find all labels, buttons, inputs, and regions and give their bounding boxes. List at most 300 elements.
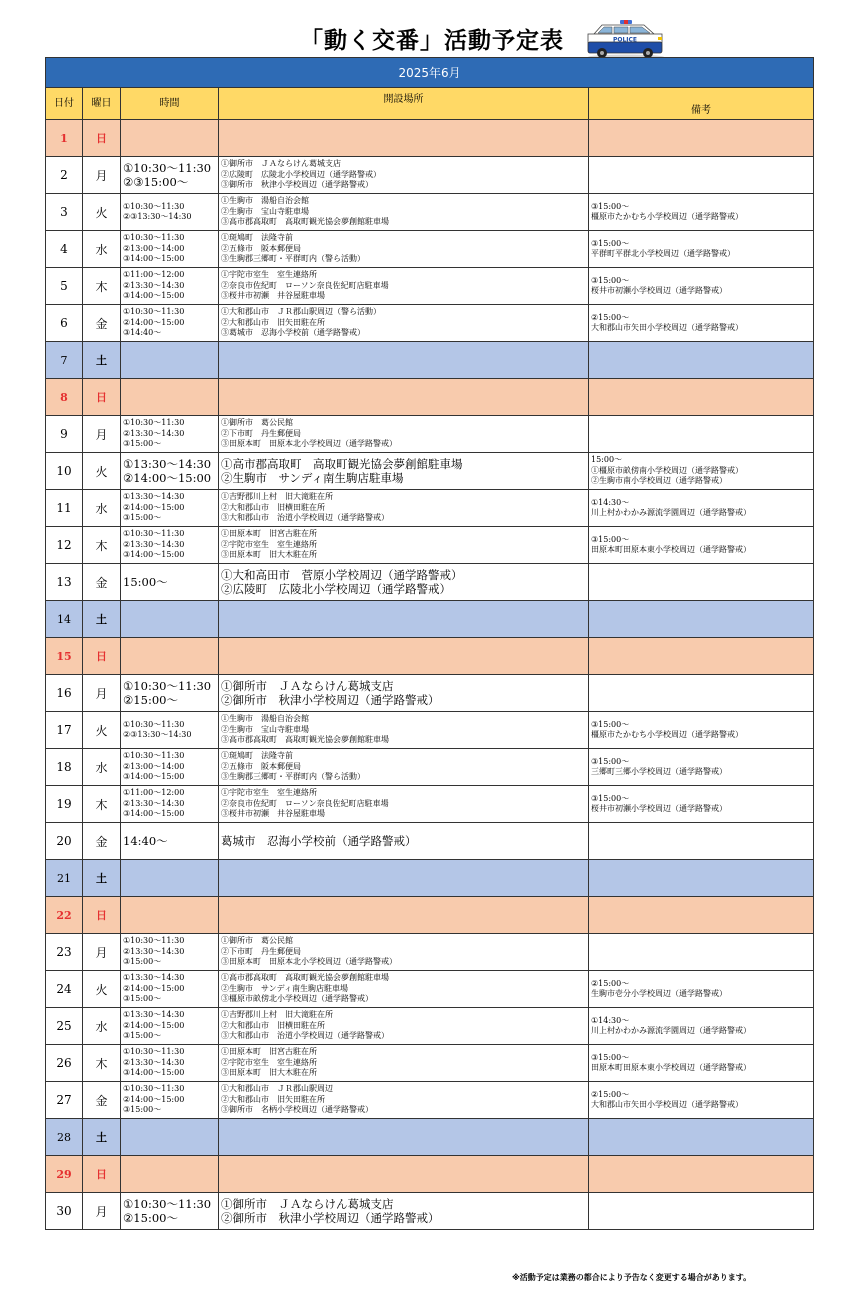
place-cell — [219, 194, 589, 231]
note-cell — [589, 527, 814, 564]
place-line: ①宇陀市室生 室生連絡所 — [221, 270, 317, 280]
time-cell — [121, 490, 219, 527]
time-cell — [121, 1082, 219, 1119]
weekday-cell: 金 — [83, 1082, 121, 1119]
place-line: ②生駒市 宝山寺駐車場 — [221, 724, 309, 734]
place-line: ①御所市 ＪＡならけん葛城支店 — [221, 679, 394, 693]
schedule-row — [46, 934, 814, 971]
time-line: ①10:30～11:30 — [123, 751, 185, 761]
place-line: ②下市町 丹生郵便局 — [221, 946, 301, 956]
note-cell — [589, 675, 814, 712]
place-line: ③大和郡山市 治道小学校周辺（通学路警戒） — [221, 1031, 389, 1041]
place-line: ①高市郡高取町 高取町観光協会夢創館駐車場 — [221, 457, 463, 471]
place-cell — [219, 1119, 589, 1156]
place-cell — [219, 934, 589, 971]
place-line: ②大和郡山市 旧矢田駐在所 — [221, 1094, 325, 1104]
weekday-cell: 日 — [83, 1156, 121, 1193]
place-cell — [219, 786, 589, 823]
weekday-cell: 土 — [83, 1119, 121, 1156]
place-line: ②大和郡山市 旧横田駐在所 — [221, 1020, 325, 1030]
time-line: ③15:00～ — [123, 513, 162, 523]
note-line: 田原本町田原本東小学校周辺（通学路警戒） — [591, 1063, 751, 1072]
day-cell: 18 — [46, 749, 83, 786]
place-cell — [219, 860, 589, 897]
day-cell: 11 — [46, 490, 83, 527]
time-cell — [121, 823, 219, 860]
place-line: ①御所市 ＪＡならけん葛城支店 — [221, 1197, 394, 1211]
note-cell — [589, 231, 814, 268]
place-line: ①宇陀市室生 室生連絡所 — [221, 788, 317, 798]
note-line: ③15:00～ — [591, 238, 630, 248]
note-cell — [589, 416, 814, 453]
time-cell — [121, 120, 219, 157]
note-line: ②15:00～ — [591, 1089, 630, 1099]
note-cell — [589, 157, 814, 194]
weekday-cell: 月 — [83, 934, 121, 971]
note-cell — [589, 1193, 814, 1230]
note-line: ②生駒市南小学校周辺（通学路警戒） — [591, 476, 727, 486]
weekday-cell: 火 — [83, 971, 121, 1008]
time-line: ②13:30～14:30 — [123, 280, 185, 290]
weekday-cell: 日 — [83, 638, 121, 675]
place-line: ①吉野郡川上村 旧大滝駐在所 — [221, 1010, 333, 1020]
time-line: ②15:00～ — [123, 1211, 178, 1225]
day-cell: 20 — [46, 823, 83, 860]
weekday-cell: 水 — [83, 231, 121, 268]
place-line: ③田原本町 田原本北小学校周辺（通学路警戒） — [221, 957, 397, 967]
place-line: ①御所市 ＪＡならけん葛城支店 — [221, 159, 341, 169]
place-line: ②御所市 秋津小学校周辺（通学路警戒） — [221, 693, 440, 707]
schedule-row — [46, 601, 814, 638]
time-cell — [121, 897, 219, 934]
schedule-table — [45, 57, 814, 1230]
time-line: ①10:30～11:30 — [123, 307, 185, 317]
time-line: ①10:30～11:30 — [123, 233, 185, 243]
weekday-cell: 金 — [83, 823, 121, 860]
time-line: ②13:30～14:30 — [123, 428, 185, 438]
time-cell — [121, 934, 219, 971]
place-cell — [219, 527, 589, 564]
place-line: ②奈良市佐紀町 ローソン奈良佐紀町店駐車場 — [221, 280, 389, 290]
note-line: 大和郡山市矢田小学校周辺（通学路警戒） — [591, 1100, 743, 1109]
time-line: ①13:30～14:30 — [123, 492, 185, 502]
header-place: 開設場所 — [219, 88, 589, 120]
weekday-cell: 日 — [83, 120, 121, 157]
day-cell: 5 — [46, 268, 83, 305]
place-line: 葛城市 忍海小学校前（通学路警戒） — [221, 834, 417, 848]
day-cell: 13 — [46, 564, 83, 601]
time-cell — [121, 638, 219, 675]
weekday-cell: 火 — [83, 453, 121, 490]
schedule-row — [46, 860, 814, 897]
schedule-row — [46, 268, 814, 305]
schedule-row — [46, 416, 814, 453]
note-cell — [589, 490, 814, 527]
time-cell — [121, 564, 219, 601]
time-line: ③15:00～ — [123, 1105, 162, 1115]
place-line: ③田原本町 旧大木駐在所 — [221, 1068, 317, 1078]
time-cell — [121, 416, 219, 453]
time-line: ③14:00～15:00 — [123, 809, 185, 819]
note-cell — [589, 897, 814, 934]
time-line: ①13:30～14:30 — [123, 457, 212, 471]
time-line: ②14:00～15:00 — [123, 317, 185, 327]
time-line: ②15:00～ — [123, 693, 178, 707]
place-line: ①大和郡山市 ＪＲ郡山駅周辺 — [221, 1084, 333, 1094]
place-cell — [219, 897, 589, 934]
weekday-cell: 月 — [83, 157, 121, 194]
time-line: ①10:30～11:30 — [123, 1047, 185, 1057]
schedule-row — [46, 1193, 814, 1230]
note-cell — [589, 1156, 814, 1193]
schedule-row — [46, 1082, 814, 1119]
note-line: 15:00～ — [591, 455, 623, 465]
time-line: ②14:00～15:00 — [123, 1020, 185, 1030]
month-row — [46, 58, 814, 88]
place-line: ①田原本町 旧宮古駐在所 — [221, 1047, 317, 1057]
note-cell — [589, 342, 814, 379]
note-line: 田原本町田原本東小学校周辺（通学路警戒） — [591, 545, 751, 554]
day-cell: 21 — [46, 860, 83, 897]
place-cell — [219, 638, 589, 675]
time-line: ②13:30～14:30 — [123, 539, 185, 549]
weekday-cell: 月 — [83, 416, 121, 453]
day-cell: 30 — [46, 1193, 83, 1230]
place-line: ①御所市 葛公民館 — [221, 936, 293, 946]
time-cell — [121, 860, 219, 897]
place-line: ②大和郡山市 旧矢田駐在所 — [221, 317, 325, 327]
place-cell — [219, 268, 589, 305]
place-line: ①大和高田市 菅原小学校周辺（通学路警戒） — [221, 568, 463, 582]
time-cell — [121, 786, 219, 823]
time-cell — [121, 231, 219, 268]
schedule-row — [46, 675, 814, 712]
time-line: ②13:30～14:30 — [123, 798, 185, 808]
place-line: ①吉野郡川上村 旧大滝駐在所 — [221, 492, 333, 502]
day-cell: 7 — [46, 342, 83, 379]
note-cell — [589, 1045, 814, 1082]
time-line: ③15:00～ — [123, 1031, 162, 1041]
place-line: ③大和郡山市 治道小学校周辺（通学路警戒） — [221, 513, 389, 523]
time-line: ③14:00～15:00 — [123, 772, 185, 782]
schedule-row — [46, 971, 814, 1008]
time-line: ①13:30～14:30 — [123, 973, 185, 983]
header-day: 日付 — [46, 88, 83, 120]
day-cell: 19 — [46, 786, 83, 823]
place-line: ②生駒市 サンディ南生駒店駐車場 — [221, 471, 404, 485]
month-label: 2025年6月 — [46, 58, 814, 88]
schedule-row — [46, 1119, 814, 1156]
place-cell — [219, 453, 589, 490]
place-line: ②生駒市 サンディ南生駒店駐車場 — [221, 983, 348, 993]
day-cell: 15 — [46, 638, 83, 675]
note-cell — [589, 194, 814, 231]
schedule-row — [46, 194, 814, 231]
place-cell — [219, 675, 589, 712]
note-line: 三郷町三郷小学校周辺（通学路警戒） — [591, 767, 727, 776]
day-cell: 4 — [46, 231, 83, 268]
schedule-row — [46, 342, 814, 379]
header-row — [46, 88, 814, 120]
place-line: ②五條市 阪本郵便局 — [221, 243, 301, 253]
time-line: ②13:00～14:00 — [123, 243, 185, 253]
place-line: ③橿原市畝傍北小学校周辺（通学路警戒） — [221, 994, 373, 1004]
weekday-cell: 土 — [83, 342, 121, 379]
time-cell — [121, 601, 219, 638]
place-cell — [219, 1193, 589, 1230]
time-cell — [121, 157, 219, 194]
weekday-cell: 火 — [83, 194, 121, 231]
weekday-cell: 月 — [83, 1193, 121, 1230]
place-line: ①斑鳩町 法隆寺前 — [221, 751, 293, 761]
time-line: 14:40～ — [123, 834, 168, 848]
place-line: ③葛城市 忍海小学校前（通学路警戒） — [221, 328, 365, 338]
weekday-cell: 木 — [83, 1045, 121, 1082]
place-cell — [219, 157, 589, 194]
day-cell: 1 — [46, 120, 83, 157]
day-cell: 12 — [46, 527, 83, 564]
weekday-cell: 水 — [83, 490, 121, 527]
place-line: ②大和郡山市 旧横田駐在所 — [221, 502, 325, 512]
page-title: 「動く交番」活動予定表 — [300, 28, 564, 54]
place-line: ③御所市 名柄小学校周辺（通学路警戒） — [221, 1105, 373, 1115]
weekday-cell: 金 — [83, 305, 121, 342]
place-line: ②下市町 丹生郵便局 — [221, 428, 301, 438]
note-line: ③15:00～ — [591, 534, 630, 544]
schedule-row — [46, 786, 814, 823]
time-line: ③14:40～ — [123, 328, 162, 338]
place-cell — [219, 749, 589, 786]
police-car-label: POLICE — [612, 36, 638, 44]
day-cell: 14 — [46, 601, 83, 638]
weekday-cell: 木 — [83, 268, 121, 305]
place-cell — [219, 1156, 589, 1193]
time-cell — [121, 1156, 219, 1193]
time-cell — [121, 268, 219, 305]
place-line: ③田原本町 旧大木駐在所 — [221, 550, 317, 560]
place-cell — [219, 379, 589, 416]
time-cell — [121, 305, 219, 342]
weekday-cell: 土 — [83, 860, 121, 897]
place-cell — [219, 490, 589, 527]
time-cell — [121, 1008, 219, 1045]
time-line: ②14:00～15:00 — [123, 1094, 185, 1104]
time-line: ②③13:30～14:30 — [123, 730, 192, 739]
weekday-cell: 水 — [83, 1008, 121, 1045]
place-cell — [219, 416, 589, 453]
schedule-row — [46, 120, 814, 157]
time-cell — [121, 527, 219, 564]
note-line: ①橿原市畝傍南小学校周辺（通学路警戒） — [591, 465, 743, 475]
weekday-cell: 土 — [83, 601, 121, 638]
note-line: 大和郡山市矢田小学校周辺（通学路警戒） — [591, 323, 743, 332]
note-cell — [589, 268, 814, 305]
footnote: ※活動予定は業務の都合により予告なく変更する場合があります。 — [512, 1273, 752, 1282]
note-line: ③15:00～ — [591, 756, 630, 766]
time-line: ③14:00～15:00 — [123, 254, 185, 264]
place-cell — [219, 1045, 589, 1082]
note-cell — [589, 971, 814, 1008]
place-cell — [219, 305, 589, 342]
time-cell — [121, 194, 219, 231]
time-line: ②13:30～14:30 — [123, 1057, 185, 1067]
time-line: ①10:30～11:30 — [123, 201, 185, 211]
time-line: ①10:30～11:30 — [123, 719, 185, 729]
time-cell — [121, 749, 219, 786]
note-cell — [589, 638, 814, 675]
day-cell: 17 — [46, 712, 83, 749]
place-cell — [219, 231, 589, 268]
place-line: ③田原本町 田原本北小学校周辺（通学路警戒） — [221, 439, 397, 449]
note-cell — [589, 1082, 814, 1119]
time-cell — [121, 342, 219, 379]
time-cell — [121, 712, 219, 749]
schedule-row — [46, 1156, 814, 1193]
note-line: ③15:00～ — [591, 275, 630, 285]
place-cell — [219, 1082, 589, 1119]
place-line: ①生駒市 湯船自治会館 — [221, 196, 309, 206]
weekday-cell: 日 — [83, 379, 121, 416]
time-line: ②14:00～15:00 — [123, 502, 185, 512]
schedule-row — [46, 490, 814, 527]
time-line: ①10:30～11:30 — [123, 1197, 212, 1211]
day-cell: 8 — [46, 379, 83, 416]
place-line: ②御所市 秋津小学校周辺（通学路警戒） — [221, 1211, 440, 1225]
time-line: ①11:00～12:00 — [123, 270, 185, 280]
note-line: 川上村かわかみ源流学園周辺（通学路警戒） — [591, 1026, 751, 1035]
note-cell — [589, 823, 814, 860]
schedule-body — [46, 120, 814, 1230]
time-line: ①11:00～12:00 — [123, 788, 185, 798]
note-line: ③15:00～ — [591, 719, 630, 729]
note-cell — [589, 1008, 814, 1045]
note-line: ③15:00～ — [591, 1052, 630, 1062]
time-line: ③14:00～15:00 — [123, 550, 185, 560]
time-cell — [121, 453, 219, 490]
weekday-cell: 火 — [83, 712, 121, 749]
note-line: ③15:00～ — [591, 793, 630, 803]
schedule-row — [46, 527, 814, 564]
time-line: ②14:00～15:00 — [123, 471, 212, 485]
time-line: ①10:30～11:30 — [123, 529, 185, 539]
time-line: ②14:00～15:00 — [123, 983, 185, 993]
header-time: 時間 — [121, 88, 219, 120]
time-cell — [121, 379, 219, 416]
schedule-row — [46, 564, 814, 601]
time-line: ①10:30～11:30 — [123, 1084, 185, 1094]
place-line: ①生駒市 湯船自治会館 — [221, 714, 309, 724]
note-cell — [589, 453, 814, 490]
note-line: 橿原市たかむち小学校周辺（通学路警戒） — [591, 730, 743, 739]
schedule-row — [46, 305, 814, 342]
schedule-row — [46, 453, 814, 490]
time-cell — [121, 971, 219, 1008]
schedule-row — [46, 749, 814, 786]
time-line: ③14:00～15:00 — [123, 1068, 185, 1078]
time-line: ③15:00～ — [123, 957, 162, 967]
time-cell — [121, 675, 219, 712]
place-line: ③高市郡高取町 高取町観光協会夢創館駐車場 — [221, 735, 389, 745]
time-line: ②13:30～14:30 — [123, 946, 185, 956]
schedule-row — [46, 231, 814, 268]
day-cell: 27 — [46, 1082, 83, 1119]
time-line: ③14:00～15:00 — [123, 291, 185, 301]
place-line: ②広陵町 広陵北小学校周辺（通学路警戒） — [221, 169, 381, 179]
place-line: ①御所市 葛公民館 — [221, 418, 293, 428]
weekday-cell: 木 — [83, 786, 121, 823]
note-cell — [589, 712, 814, 749]
header-dow: 曜日 — [83, 88, 121, 120]
note-line: ②15:00～ — [591, 978, 630, 988]
place-line: ②生駒市 宝山寺駐車場 — [221, 206, 309, 216]
note-line: 橿原市たかむち小学校周辺（通学路警戒） — [591, 212, 743, 221]
place-cell — [219, 120, 589, 157]
weekday-cell: 木 — [83, 527, 121, 564]
place-line: ②五條市 阪本郵便局 — [221, 761, 301, 771]
note-line: ③15:00～ — [591, 201, 630, 211]
day-cell: 9 — [46, 416, 83, 453]
place-cell — [219, 564, 589, 601]
time-line: ③15:00～ — [123, 439, 162, 449]
weekday-cell: 月 — [83, 675, 121, 712]
title-area — [0, 18, 858, 60]
place-line: ③高市郡高取町 高取町観光協会夢創館駐車場 — [221, 217, 389, 227]
schedule-row — [46, 1045, 814, 1082]
time-line: ①10:30～11:30 — [123, 936, 185, 946]
time-line: ③15:00～ — [123, 994, 162, 1004]
header-note — [589, 88, 814, 120]
note-cell — [589, 120, 814, 157]
day-cell: 6 — [46, 305, 83, 342]
place-line: ①高市郡高取町 高取町観光協会夢創館駐車場 — [221, 973, 389, 983]
note-line: ①14:30～ — [591, 1015, 630, 1025]
place-cell — [219, 601, 589, 638]
time-line: ①13:30～14:30 — [123, 1010, 185, 1020]
day-cell: 22 — [46, 897, 83, 934]
note-cell — [589, 305, 814, 342]
place-line: ②宇陀市室生 室生連絡所 — [221, 1057, 317, 1067]
day-cell: 24 — [46, 971, 83, 1008]
place-cell — [219, 342, 589, 379]
day-cell: 25 — [46, 1008, 83, 1045]
note-cell — [589, 860, 814, 897]
place-line: ③桜井市初瀬 井谷屋駐車場 — [221, 291, 325, 301]
schedule-row — [46, 897, 814, 934]
header-note-label: 備考 — [589, 103, 813, 119]
place-line: ②奈良市佐紀町 ローソン奈良佐紀町店駐車場 — [221, 798, 389, 808]
day-cell: 2 — [46, 157, 83, 194]
place-line: ③生駒郡三郷町・平群町内（警ら活動） — [221, 772, 365, 782]
day-cell: 23 — [46, 934, 83, 971]
place-cell — [219, 971, 589, 1008]
day-cell: 28 — [46, 1119, 83, 1156]
place-line: ②宇陀市室生 室生連絡所 — [221, 539, 317, 549]
note-line: ①14:30～ — [591, 497, 630, 507]
note-cell — [589, 1119, 814, 1156]
time-line: ①10:30～11:30 — [123, 418, 185, 428]
note-line: ②15:00～ — [591, 312, 630, 322]
place-line: ①斑鳩町 法隆寺前 — [221, 233, 293, 243]
note-cell — [589, 786, 814, 823]
place-cell — [219, 712, 589, 749]
note-line: 平群町平群北小学校周辺（通学路警戒） — [591, 249, 735, 258]
weekday-cell: 金 — [83, 564, 121, 601]
place-line: ③桜井市初瀬 井谷屋駐車場 — [221, 809, 325, 819]
time-line: ①10:30～11:30 — [123, 161, 212, 175]
note-line: 川上村かわかみ源流学園周辺（通学路警戒） — [591, 508, 751, 517]
note-cell — [589, 379, 814, 416]
day-cell: 10 — [46, 453, 83, 490]
